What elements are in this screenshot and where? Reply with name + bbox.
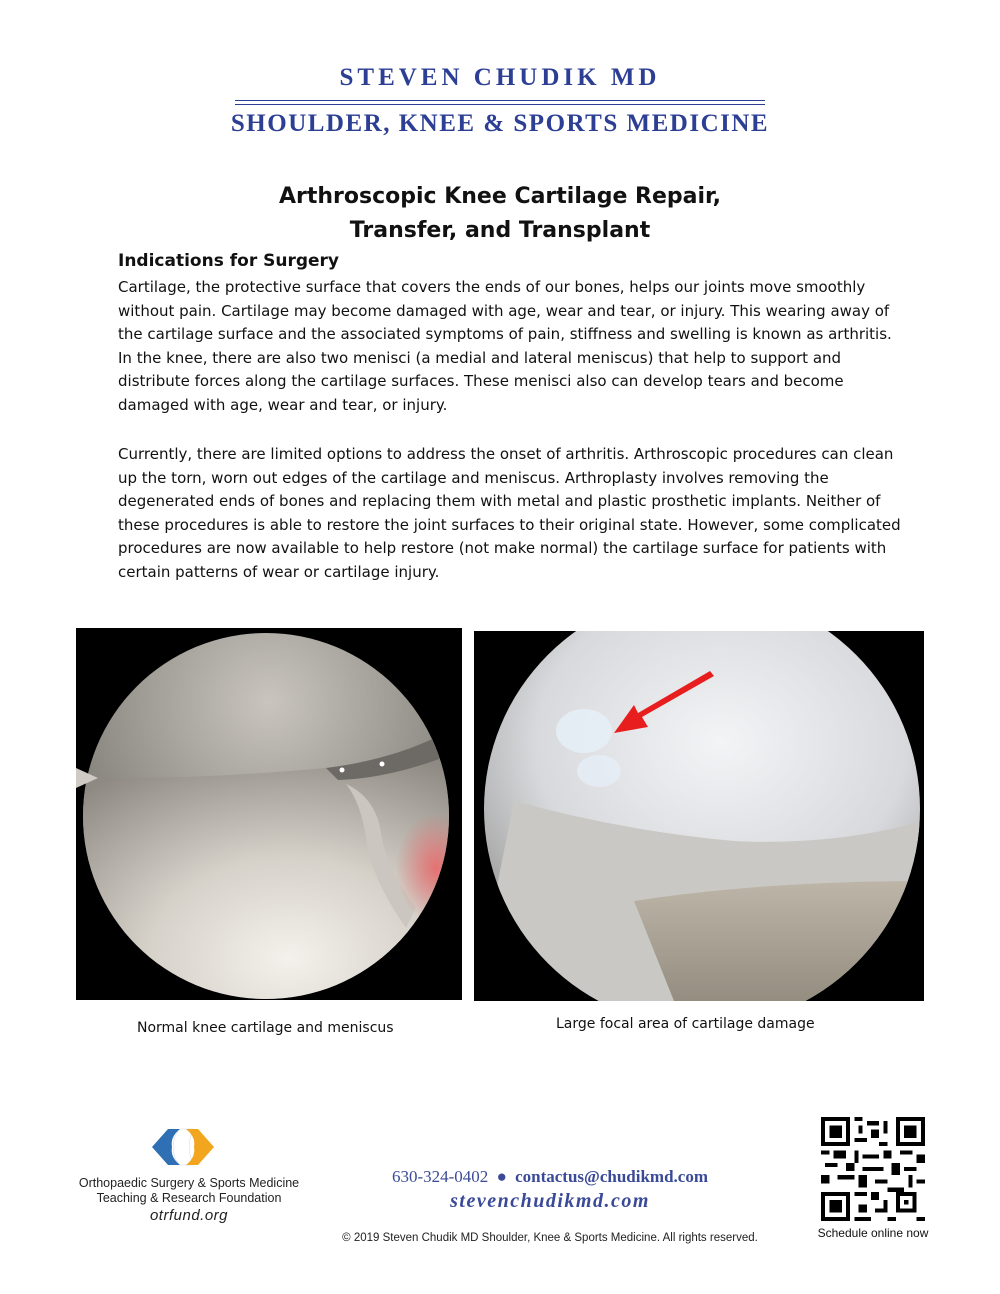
cartilage-damage-image <box>474 631 924 1001</box>
copyright-notice: © 2019 Steven Chudik MD Shoulder, Knee & Sports Medicine. All rights reserved. <box>342 1232 758 1244</box>
document-title <box>0 180 1000 248</box>
website-link[interactable]: stevenchudikmd.com <box>450 1190 650 1212</box>
otr-foundation-logo <box>150 1123 216 1171</box>
section-heading: Indications for Surgery <box>118 251 340 271</box>
title-line-1: Arthroscopic Knee Cartilage Repair, <box>278 184 722 209</box>
paragraph-cartilage: Cartilage, the protective surface that covers the ends of our bones, helps our joints move smoothly without pain. Cartilage may become damaged with age, wear and tear, or injury. This wearing away of the cartilage surface and the associated symptoms of pain, stiffness and swelling is known as arthritis. In the knee, there are also two menisci (a medial and lateral meniscus) that help to support and distribute forces along the cartilage surfaces. These menisci also can develop tears and become damaged with age, wear and tear, or injury. <box>118 278 892 414</box>
header-divider-top <box>235 100 765 101</box>
qr-code-label: Schedule online now <box>817 1226 929 1240</box>
foundation-name-line-1: Orthopaedic Surgery & Sports Medicine <box>78 1176 300 1190</box>
foundation-name-line-2: Teaching & Research Foundation <box>96 1191 282 1205</box>
email-link[interactable]: contactus@chudikmd.com <box>515 1167 709 1186</box>
foundation-name <box>62 1176 316 1206</box>
practice-specialty-header: SHOULDER, KNEE & SPORTS MEDICINE <box>230 110 770 137</box>
contact-line <box>310 1167 790 1187</box>
foundation-url-link[interactable]: otrfund.org <box>149 1207 229 1224</box>
bullet-separator: ● <box>496 1167 507 1186</box>
header-divider-bottom <box>235 104 765 105</box>
schedule-qr-code[interactable] <box>821 1117 925 1221</box>
left-image-caption: Normal knee cartilage and meniscus <box>137 1020 394 1036</box>
normal-knee-cartilage-image <box>76 628 462 1000</box>
right-image-caption: Large focal area of cartilage damage <box>556 1016 815 1032</box>
practice-name-header: STEVEN CHUDIK MD <box>339 64 661 91</box>
phone-number-link[interactable]: 630-324-0402 <box>391 1167 489 1186</box>
title-line-2: Transfer, and Transplant <box>349 218 651 243</box>
paragraph-treatment-options: Currently, there are limited options to address the onset of arthritis. Arthroscopic procedures can clean up the torn, worn out edges of the cartilage and meniscus. Arthroplasty involves removing the degenerated ends of bones and replacing them with metal and plastic prosthetic implants. Neither of these procedures is able to restore the joint surfaces to their original state. However, some complicated procedures are now available to help restore (not make normal) the cartilage surface for patients with certain patterns of wear or cartilage injury. <box>118 445 901 581</box>
